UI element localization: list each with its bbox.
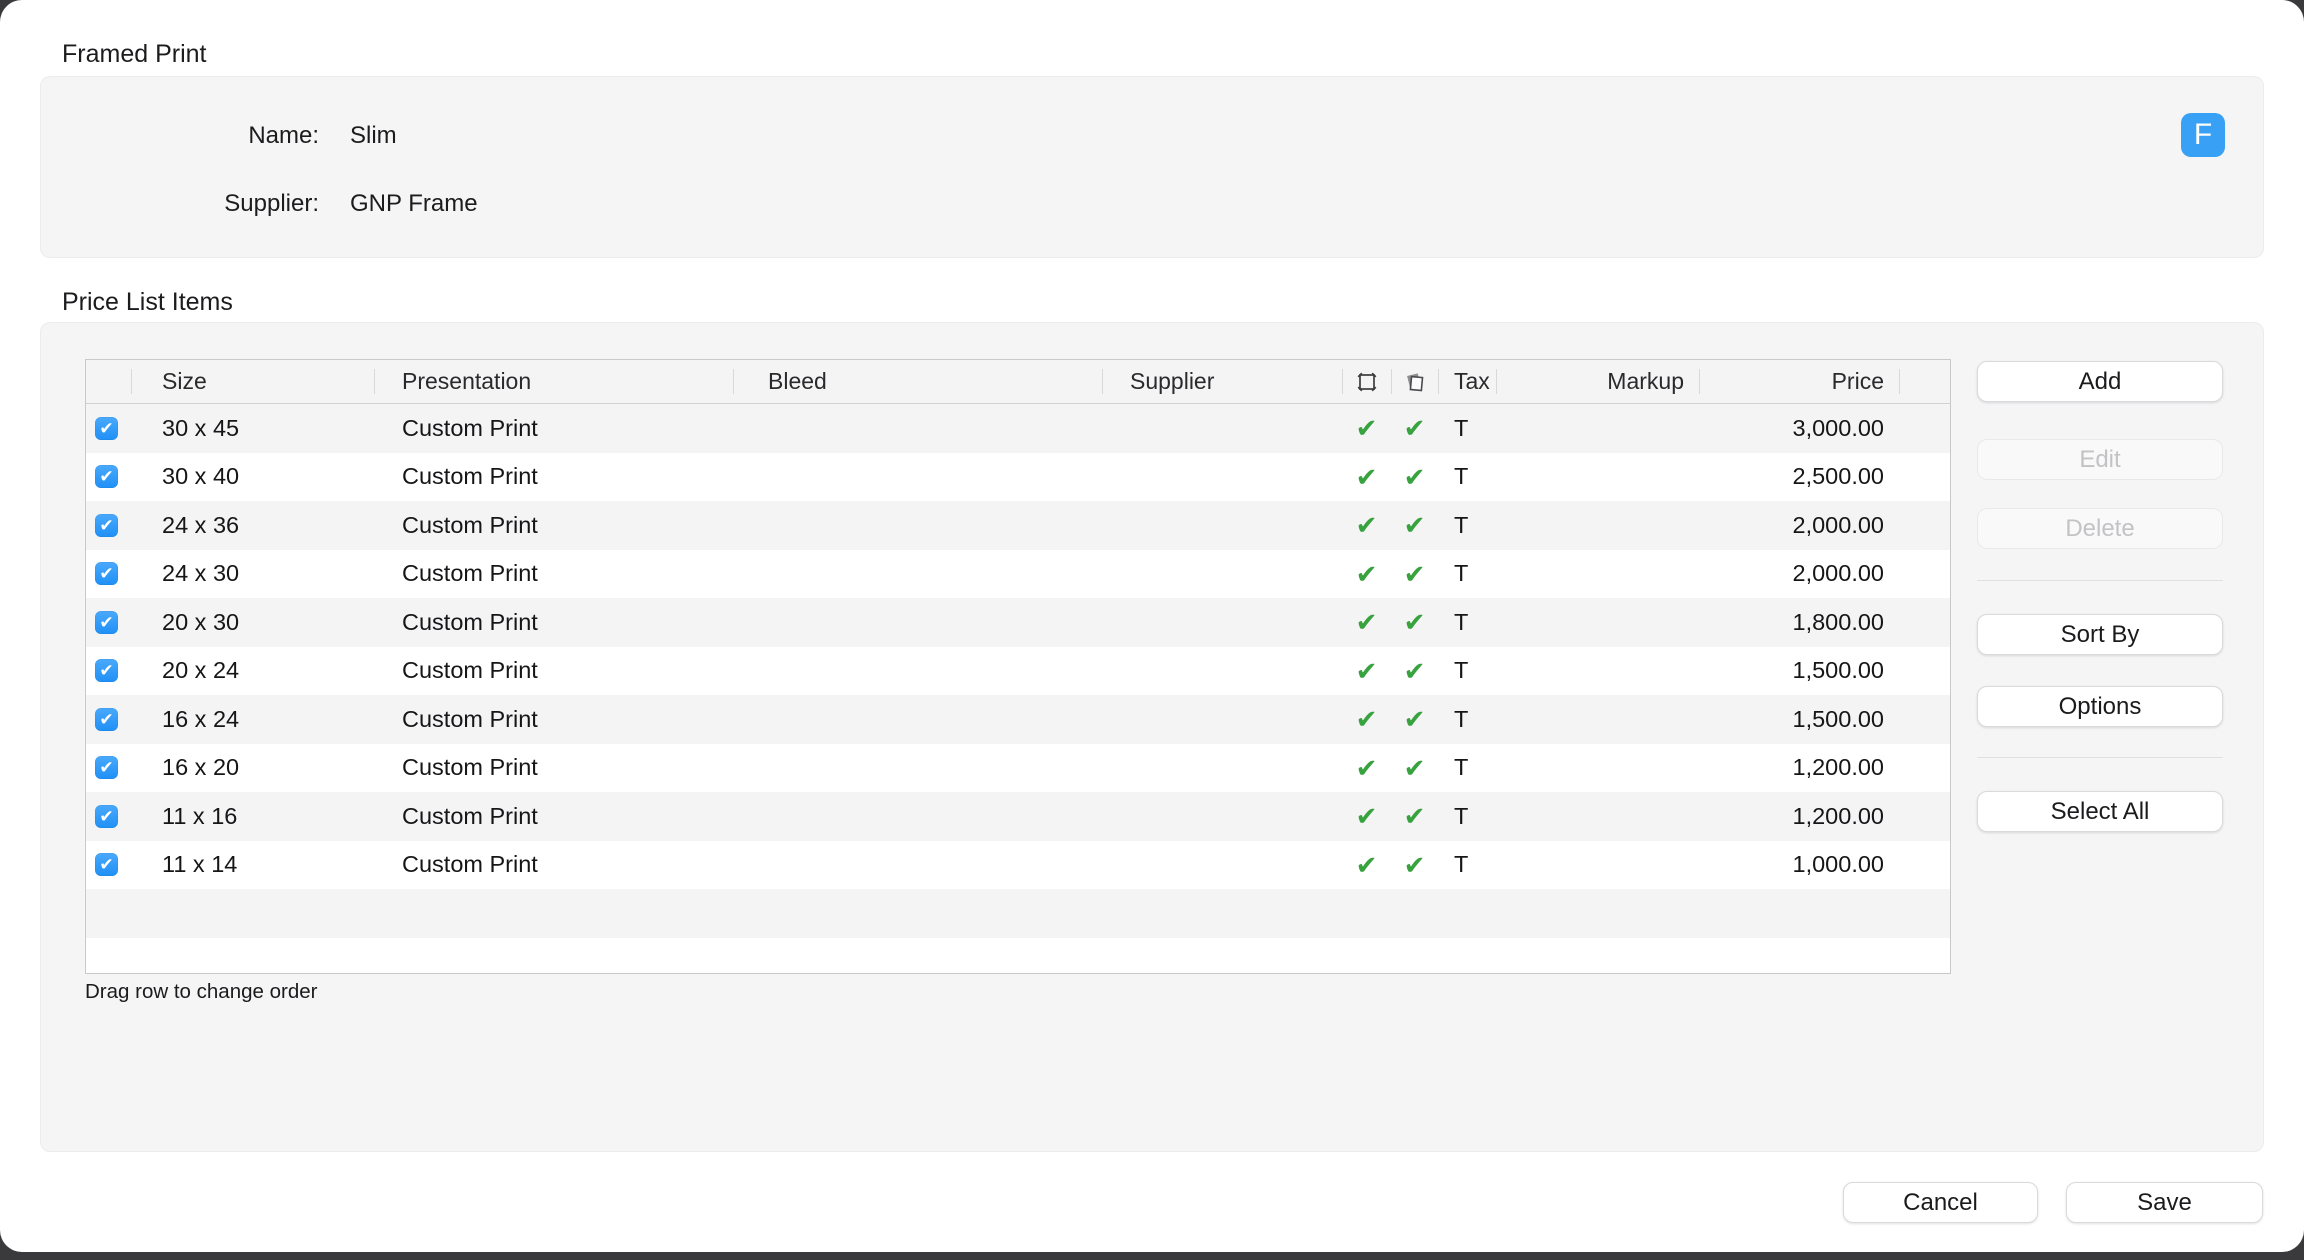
row-size: 16 x 20 (162, 754, 240, 781)
price-list-table (85, 359, 1951, 974)
row-tax: T (1454, 851, 1469, 878)
row-size: 11 x 14 (162, 851, 238, 878)
checkbox-check-icon: ✔ (99, 758, 114, 778)
frame-check-icon: ✔ (1355, 752, 1378, 783)
row-supplier (1102, 453, 1342, 502)
table-row[interactable] (86, 647, 1950, 696)
row-tax: T (1454, 511, 1469, 538)
row-checkbox[interactable] (95, 805, 118, 828)
row-tax: T (1454, 754, 1469, 781)
row-frame-cell (1342, 404, 1391, 453)
checkbox-check-icon: ✔ (99, 806, 114, 826)
price-list-panel (40, 322, 2264, 1152)
row-tax: T (1454, 463, 1469, 490)
row-frame-cell (1342, 695, 1391, 744)
row-price: 1,800.00 (1792, 608, 1884, 635)
row-checkbox-cell (86, 841, 131, 890)
sort-by-button[interactable]: Sort By (1977, 614, 2223, 655)
save-button[interactable]: Save (2066, 1182, 2263, 1223)
add-button[interactable]: Add (1977, 361, 2223, 402)
edit-button[interactable]: Edit (1977, 439, 2223, 480)
row-bleed (733, 841, 1102, 890)
row-checkbox-cell (86, 792, 131, 841)
row-checkbox-cell (86, 598, 131, 647)
row-checkbox-cell (86, 404, 131, 453)
copies-check-icon: ✔ (1403, 801, 1426, 832)
row-markup (1496, 404, 1699, 453)
row-trailing-cell (1899, 598, 1950, 647)
row-tax: T (1454, 705, 1469, 732)
row-copies-cell (1391, 695, 1438, 744)
checkbox-check-icon: ✔ (99, 661, 114, 681)
options-button[interactable]: Options (1977, 686, 2223, 727)
row-tax: T (1454, 414, 1469, 441)
select-all-button[interactable]: Select All (1977, 791, 2223, 832)
row-supplier (1102, 841, 1342, 890)
table-row[interactable] (86, 550, 1950, 599)
checkbox-check-icon: ✔ (99, 709, 114, 729)
row-frame-cell (1342, 598, 1391, 647)
copies-check-icon: ✔ (1403, 510, 1426, 541)
row-presentation: Custom Print (402, 657, 538, 684)
row-trailing-cell (1899, 550, 1950, 599)
copies-icon (1391, 370, 1438, 394)
table-row[interactable] (86, 453, 1950, 502)
checkbox-check-icon: ✔ (99, 612, 114, 632)
row-price: 1,200.00 (1792, 754, 1884, 781)
row-tax: T (1454, 560, 1469, 587)
row-presentation: Custom Print (402, 754, 538, 781)
row-markup (1496, 453, 1699, 502)
copies-check-icon: ✔ (1403, 849, 1426, 880)
frame-check-icon: ✔ (1355, 704, 1378, 735)
copies-check-icon: ✔ (1403, 558, 1426, 589)
frame-check-icon: ✔ (1355, 801, 1378, 832)
frame-check-icon: ✔ (1355, 607, 1378, 638)
row-supplier (1102, 647, 1342, 696)
row-presentation: Custom Print (402, 802, 538, 829)
row-frame-cell (1342, 744, 1391, 793)
row-size: 11 x 16 (162, 802, 238, 829)
row-checkbox[interactable] (95, 659, 118, 682)
header-markup: Markup (1496, 360, 1699, 403)
drag-hint: Drag row to change order (85, 980, 318, 1003)
row-presentation: Custom Print (402, 511, 538, 538)
row-copies-cell (1391, 453, 1438, 502)
row-frame-cell (1342, 550, 1391, 599)
row-copies-cell (1391, 501, 1438, 550)
row-frame-cell (1342, 453, 1391, 502)
name-row (41, 122, 2263, 150)
frame-letter-badge: F (2181, 113, 2225, 157)
row-bleed (733, 453, 1102, 502)
row-checkbox-cell (86, 501, 131, 550)
row-presentation: Custom Print (402, 560, 538, 587)
row-trailing-cell (1899, 501, 1950, 550)
row-checkbox-cell (86, 453, 131, 502)
dialog-title: Framed Print (62, 40, 207, 68)
row-price: 3,000.00 (1792, 414, 1884, 441)
row-size: 24 x 30 (162, 560, 240, 587)
table-row[interactable] (86, 598, 1950, 647)
row-trailing-cell (1899, 404, 1950, 453)
row-copies-cell (1391, 550, 1438, 599)
row-trailing-cell (1899, 647, 1950, 696)
name-label: Name: (248, 122, 319, 149)
row-checkbox[interactable] (95, 756, 118, 779)
header-presentation: Presentation (374, 360, 733, 403)
row-presentation: Custom Print (402, 608, 538, 635)
row-size: 20 x 30 (162, 608, 240, 635)
price-list-title: Price List Items (62, 288, 233, 316)
checkbox-check-icon: ✔ (99, 418, 114, 438)
row-bleed (733, 598, 1102, 647)
row-markup (1496, 695, 1699, 744)
button-group-divider (1977, 757, 2223, 758)
row-bleed (733, 550, 1102, 599)
name-value: Slim (350, 122, 397, 149)
copies-check-icon: ✔ (1403, 461, 1426, 492)
header-price: Price (1699, 360, 1899, 403)
checkbox-check-icon: ✔ (99, 467, 114, 487)
row-supplier (1102, 744, 1342, 793)
row-copies-cell (1391, 744, 1438, 793)
row-supplier (1102, 792, 1342, 841)
header-checkbox-column (86, 360, 131, 403)
header-tax: Tax (1438, 360, 1496, 403)
row-size: 30 x 45 (162, 414, 240, 441)
row-frame-cell (1342, 841, 1391, 890)
frame-check-icon: ✔ (1355, 655, 1378, 686)
row-checkbox[interactable] (95, 514, 118, 537)
row-presentation: Custom Print (402, 851, 538, 878)
row-bleed (733, 695, 1102, 744)
row-price: 2,000.00 (1792, 511, 1884, 538)
row-size: 16 x 24 (162, 705, 240, 732)
row-markup (1496, 647, 1699, 696)
supplier-label: Supplier: (224, 190, 319, 217)
row-checkbox[interactable] (95, 562, 118, 585)
table-row[interactable] (86, 792, 1950, 841)
row-presentation: Custom Print (402, 414, 538, 441)
row-markup (1496, 792, 1699, 841)
button-group-divider (1977, 580, 2223, 581)
checkbox-check-icon: ✔ (99, 515, 114, 535)
row-supplier (1102, 550, 1342, 599)
copies-check-icon: ✔ (1403, 655, 1426, 686)
row-bleed (733, 792, 1102, 841)
empty-row (86, 889, 1950, 938)
row-bleed (733, 647, 1102, 696)
row-copies-cell (1391, 404, 1438, 453)
row-bleed (733, 404, 1102, 453)
row-price: 1,200.00 (1792, 802, 1884, 829)
row-price: 2,000.00 (1792, 560, 1884, 587)
row-size: 24 x 36 (162, 511, 240, 538)
frame-check-icon: ✔ (1355, 461, 1378, 492)
empty-row (86, 938, 1950, 975)
delete-button[interactable]: Delete (1977, 508, 2223, 549)
row-trailing-cell (1899, 453, 1950, 502)
frame-check-icon: ✔ (1355, 558, 1378, 589)
row-price: 2,500.00 (1792, 463, 1884, 490)
checkbox-check-icon: ✔ (99, 855, 114, 875)
row-tax: T (1454, 608, 1469, 635)
row-bleed (733, 744, 1102, 793)
row-trailing-cell (1899, 744, 1950, 793)
header-trailing-column (1899, 360, 1950, 403)
row-checkbox[interactable] (95, 708, 118, 731)
checkbox-check-icon: ✔ (99, 564, 114, 584)
copies-check-icon: ✔ (1403, 752, 1426, 783)
row-checkbox[interactable] (95, 853, 118, 876)
row-checkbox-cell (86, 647, 131, 696)
row-size: 30 x 40 (162, 463, 240, 490)
frame-info-panel (40, 76, 2264, 258)
row-supplier (1102, 404, 1342, 453)
table-body (86, 404, 1950, 974)
row-presentation: Custom Print (402, 705, 538, 732)
table-row[interactable] (86, 501, 1950, 550)
row-markup (1496, 550, 1699, 599)
frame-check-icon: ✔ (1355, 849, 1378, 880)
row-size: 20 x 24 (162, 657, 240, 684)
table-row[interactable] (86, 744, 1950, 793)
row-copies-cell (1391, 598, 1438, 647)
row-copies-cell (1391, 647, 1438, 696)
supplier-row (41, 190, 2263, 218)
row-copies-cell (1391, 841, 1438, 890)
row-presentation: Custom Print (402, 463, 538, 490)
header-size: Size (131, 360, 374, 403)
row-markup (1496, 598, 1699, 647)
row-tax: T (1454, 802, 1469, 829)
row-price: 1,000.00 (1792, 851, 1884, 878)
frame-check-icon: ✔ (1355, 510, 1378, 541)
row-trailing-cell (1899, 695, 1950, 744)
row-checkbox[interactable] (95, 465, 118, 488)
row-supplier (1102, 695, 1342, 744)
row-frame-cell (1342, 792, 1391, 841)
copies-check-icon: ✔ (1403, 607, 1426, 638)
row-markup (1496, 744, 1699, 793)
table-header (86, 360, 1950, 404)
header-frame-column (1342, 360, 1391, 403)
row-checkbox-cell (86, 744, 131, 793)
row-frame-cell (1342, 647, 1391, 696)
row-trailing-cell (1899, 841, 1950, 890)
supplier-value: GNP Frame (350, 190, 478, 217)
table-row[interactable] (86, 404, 1950, 453)
table-row[interactable] (86, 841, 1950, 890)
frame-check-icon: ✔ (1355, 413, 1378, 444)
copies-check-icon: ✔ (1403, 413, 1426, 444)
row-checkbox[interactable] (95, 611, 118, 634)
row-tax: T (1454, 657, 1469, 684)
row-supplier (1102, 501, 1342, 550)
row-price: 1,500.00 (1792, 705, 1884, 732)
row-markup (1496, 501, 1699, 550)
header-bleed: Bleed (733, 360, 1102, 403)
row-markup (1496, 841, 1699, 890)
row-bleed (733, 501, 1102, 550)
header-copies-column (1391, 360, 1438, 403)
row-frame-cell (1342, 501, 1391, 550)
row-checkbox[interactable] (95, 417, 118, 440)
row-checkbox-cell (86, 550, 131, 599)
table-row[interactable] (86, 695, 1950, 744)
row-price: 1,500.00 (1792, 657, 1884, 684)
frame-icon (1342, 370, 1391, 394)
row-trailing-cell (1899, 792, 1950, 841)
row-copies-cell (1391, 792, 1438, 841)
row-checkbox-cell (86, 695, 131, 744)
cancel-button[interactable]: Cancel (1843, 1182, 2038, 1223)
row-supplier (1102, 598, 1342, 647)
copies-check-icon: ✔ (1403, 704, 1426, 735)
header-supplier: Supplier (1102, 360, 1342, 403)
